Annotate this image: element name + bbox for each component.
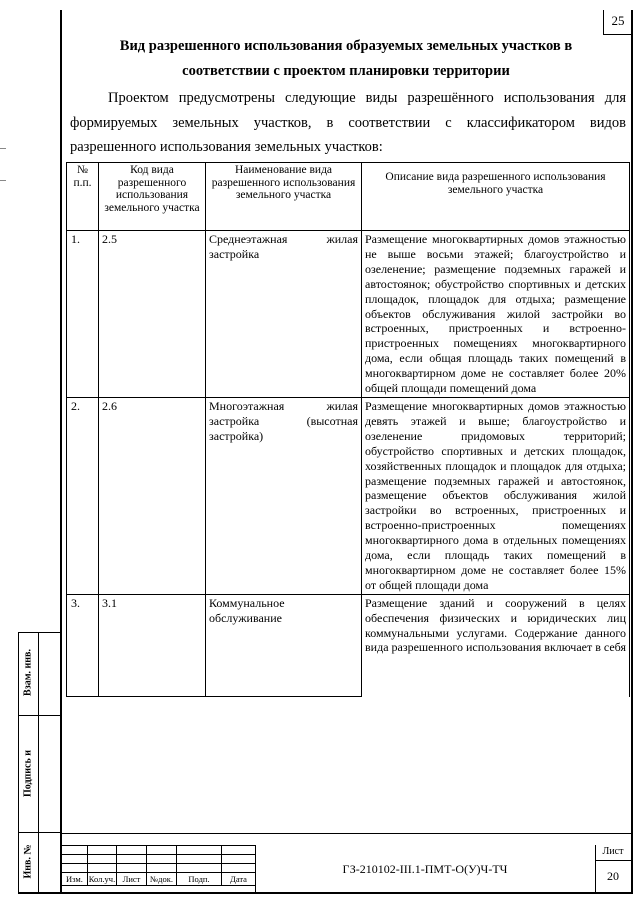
- stamp-signature: Подпись и: [22, 749, 34, 798]
- intro-line-2: формируемых земельных участков, в соответствии с классификатором видов: [70, 115, 626, 131]
- sheet-label: Лист: [595, 846, 631, 861]
- table-header-row: [67, 163, 630, 231]
- table-row: [67, 231, 630, 398]
- row-code: 2.6: [99, 397, 206, 594]
- row-num: 2.: [67, 397, 99, 594]
- row-name: Многоэтажная жилая застройка (высотная застройка): [206, 397, 362, 594]
- tb-col-data: Дата: [222, 873, 256, 886]
- tb-col-podp: Подп.: [177, 873, 222, 886]
- title-block-top-line: [60, 833, 633, 834]
- sheet-number: 20: [607, 869, 619, 883]
- header-desc: Описание вида разрешенного использования земельного участка: [362, 163, 630, 231]
- stamp-inv-number: Инв. №: [22, 844, 34, 879]
- tb-col-koluch: Кол.уч.: [88, 874, 116, 884]
- stamp-replace-inv: Взам. инв.: [22, 649, 34, 696]
- header-num: № п.п.: [67, 163, 99, 231]
- intro-line-3: разрешенного использования земельных участков:: [70, 139, 383, 155]
- row-desc: Размещение многоквартирных домов этажностью не выше восьми этажей; благоустройство и озеленение; размещение подземных гаражей и автостоянок; обустройство спортивных и детских площадок, площадок для отдыха; размещение объектов обслуживания жилой застройки во встроенных, пристроенных и встроенно-пристроенных помещениях многоквартирного дома, если общая площадь таких помещений в многоквартирном доме не составляет более 20% общей площади помещений дома: [362, 231, 630, 398]
- row-code: 2.5: [99, 231, 206, 398]
- header-name: Наименование вида разрешенного использования земельного участка: [206, 163, 362, 231]
- header-code: Код вида разрешенного использования земельного участка: [99, 163, 206, 231]
- side-stamp-line: [18, 632, 19, 894]
- row-desc: Размещение зданий и сооружений в целях обеспечения физических и юридических лиц коммунальными услугами. Содержание данного вида разрешенного использования включает в себя: [365, 595, 626, 655]
- scan-mark: [0, 180, 6, 181]
- side-stamp-line: [18, 715, 61, 716]
- scan-mark: [0, 148, 6, 149]
- side-stamp-line: [38, 632, 39, 894]
- row-desc: Размещение многоквартирных домов этажностью девять этажей и выше; благоустройство и озеленение придомовых территорий; обустройство спортивных и детских площадок, хозяйственных площадок и площадок для отдыха; размещение подземных гаражей и автостоянок, размещение объектов обслуживания жилой застройки во встроенных, пристроенных и встроенно-пристроенных помещениях многоквартирного дома в отдельных помещениях дома, если площадь таких помещений в многоквартирном доме не составляет более 15% от общей площади дома: [362, 397, 630, 594]
- row-num: 3.: [67, 594, 99, 697]
- tb-col-list: Лист: [117, 873, 147, 886]
- tb-col-izm: Изм.: [62, 873, 88, 886]
- page-top-number: 25: [603, 10, 632, 35]
- table-row: [67, 397, 630, 594]
- row-name: Коммунальное обслуживание: [206, 594, 362, 697]
- page-frame-left: [60, 10, 62, 894]
- heading-line-2: соответствии с проектом планировки территории: [182, 63, 510, 79]
- row-num: 1.: [67, 231, 99, 398]
- heading-line-1: Вид разрешенного использования образуемых земельных участков в: [119, 38, 573, 54]
- intro-line-1: Проектом предусмотрены следующие виды разрешённого использования для: [108, 90, 626, 106]
- title-block-grid: [61, 845, 256, 886]
- document-code: ГЗ-210102-III.1-ПМТ-О(У)Ч-ТЧ: [342, 862, 508, 876]
- tb-col-ndok: №док.: [147, 873, 177, 886]
- land-use-table: [66, 162, 630, 697]
- table-row: [67, 594, 630, 697]
- row-code: 3.1: [99, 594, 206, 697]
- page-frame-right: [631, 10, 633, 894]
- row-name: Среднеэтажная жилая застройка: [206, 231, 362, 398]
